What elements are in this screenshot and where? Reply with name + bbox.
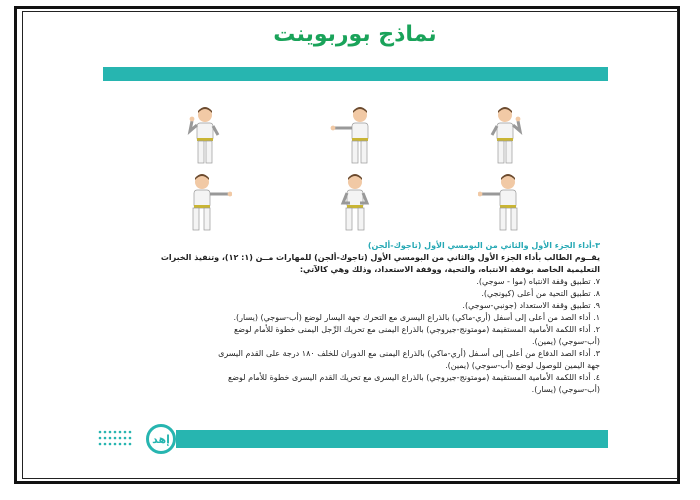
footer-badge <box>146 424 176 454</box>
lesson-text <box>110 240 600 396</box>
figure-punch-bottom-left <box>182 172 232 236</box>
step-line: ٧. تطبيق وقفة الانتباه (موا - سوجي). <box>476 277 600 286</box>
step-line: (أب-سوجي) (يمين). <box>531 337 600 346</box>
step-line: ٩. تطبيق وقفة الاستعداد (جونبي-سوجي). <box>462 301 600 310</box>
step-line: ٢. أداء اللكمة الأمامية المستقيمة (مومتونج-جيروجي) بالذراع اليمنى مع تحريك الرِّجل اليمنى خطوة للأمام لوضع <box>233 325 600 334</box>
figure-front-bottom-center <box>330 172 380 236</box>
title-underline-bar <box>103 67 608 81</box>
step-line: ٤. أداء اللكمة الأمامية المستقيمة (مومتونج-جيروجي) بالذراع اليسرى مع تحريك القدم اليسرى خطوة للأمام لوضع <box>227 373 600 382</box>
intro-line-1: يقــوم الطالب بأداء الجزء الأول والثاني من البومسي الأول (تاجوك-ألجن) للمهارات مــن (١: ١٢)، وتنفيذ الخبرات <box>160 253 600 262</box>
footer-dots-decoration <box>97 429 135 447</box>
figure-punch-bottom-right <box>478 172 528 236</box>
step-line: ٣. أداء الصد الدفاع من أعلى إلى أسـفل (أري-ماكي) بالذراع اليمنى مع الدوران للخلف ١٨٠ درجة على القدم اليسرى <box>218 349 600 358</box>
figure-side-top-center <box>330 105 380 169</box>
step-line: ٨. تطبيق التحية من أعلى (كيونجي). <box>481 289 600 298</box>
intro-line-2: التعليمية الخاصة بوقفة الانتباه، والتحية، ووقفة الاستعداد، وذلك وهي كالآتي: <box>299 265 600 274</box>
step-line: ١. أداء الصد من أعلى إلى أسفل (أري-ماكي) بالذراع اليسرى مع التحرك جهة اليسار لوضع (أب-سوجي) (يسار). <box>233 313 600 322</box>
step-line: جهة اليمين للوصول لوضع (أب-سوجي) (يمين). <box>445 361 600 370</box>
section-heading: ٣-أداء الجزء الأول والثاني من البومسي الأول (تاجوك-ألجن) <box>367 241 600 250</box>
figure-front-top-right <box>480 105 530 169</box>
step-line: (أب-سوجي) (يسار). <box>531 385 600 394</box>
figure-front-top-left <box>180 105 230 169</box>
footer-bar <box>176 430 608 448</box>
page-title: نماذج بوربوينت <box>273 22 437 47</box>
footer-badge-label: ﺇﻫﺪ <box>152 432 170 446</box>
